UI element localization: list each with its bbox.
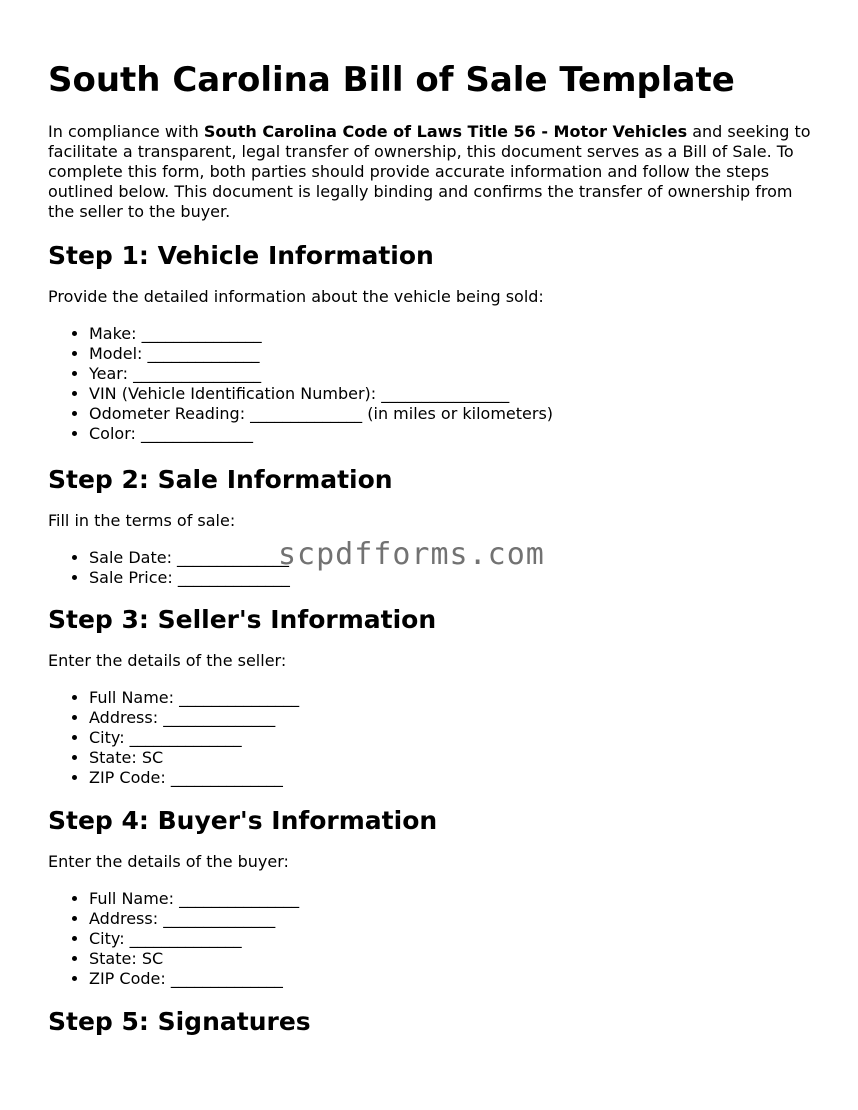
step3-section bbox=[48, 605, 818, 788]
list-item: • Odometer Reading: ______________ (in miles or kilometers) bbox=[89, 404, 818, 424]
list-item: • Make: _______________ bbox=[89, 324, 818, 344]
step5-heading: Step 5: Signatures bbox=[48, 1007, 311, 1036]
step4-section bbox=[48, 806, 818, 989]
step1-list bbox=[48, 324, 818, 444]
list-item: • Sale Price: ______________ bbox=[89, 568, 818, 588]
step2-description: Fill in the terms of sale: bbox=[48, 511, 236, 530]
watermark-text: scpdfforms.com bbox=[278, 537, 545, 572]
step1-section bbox=[48, 241, 818, 444]
list-item: • Full Name: _______________ bbox=[89, 688, 818, 708]
list-item: • ZIP Code: ______________ bbox=[89, 768, 818, 788]
list-item: • Sale Date: ______________ bbox=[89, 548, 818, 568]
list-item: • State: SC bbox=[89, 748, 818, 768]
list-item: • Full Name: _______________ bbox=[89, 889, 818, 909]
list-item: • ZIP Code: ______________ bbox=[89, 969, 818, 989]
list-item: • City: ______________ bbox=[89, 728, 818, 748]
step1-description: Provide the detailed information about the vehicle being sold: bbox=[48, 287, 544, 306]
step4-list bbox=[48, 889, 818, 989]
step4-heading: Step 4: Buyer's Information bbox=[48, 806, 438, 835]
list-item: • Year: ________________ bbox=[89, 364, 818, 384]
page-title: South Carolina Bill of Sale Template bbox=[48, 60, 735, 100]
list-item: • State: SC bbox=[89, 949, 818, 969]
step3-heading: Step 3: Seller's Information bbox=[48, 605, 437, 634]
step3-description: Enter the details of the seller: bbox=[48, 651, 287, 670]
step3-list bbox=[48, 688, 818, 788]
list-item: • Address: ______________ bbox=[89, 909, 818, 929]
list-item: • City: ______________ bbox=[89, 929, 818, 949]
intro-text-after: and seeking to facilitate a transparent, legal transfer of ownership, this document serves as a Bill of Sale. To complete this form, both parties should provide accurate information and follow the steps outlined below. This document is legally binding and confirms the transfer of ownership from the seller to the buyer. bbox=[48, 122, 811, 221]
intro-text-before: In compliance with bbox=[48, 122, 204, 141]
list-item: • Model: ______________ bbox=[89, 344, 818, 364]
step1-heading: Step 1: Vehicle Information bbox=[48, 241, 434, 270]
list-item: • Address: ______________ bbox=[89, 708, 818, 728]
step2-heading: Step 2: Sale Information bbox=[48, 465, 393, 494]
step4-description: Enter the details of the buyer: bbox=[48, 852, 289, 871]
list-item: • VIN (Vehicle Identification Number): ________________ bbox=[89, 384, 818, 404]
list-item: • Color: ______________ bbox=[89, 424, 818, 444]
intro-paragraph bbox=[48, 122, 818, 222]
step5-section bbox=[48, 1007, 818, 1037]
document-page bbox=[48, 0, 818, 1037]
intro-law-reference: South Carolina Code of Laws Title 56 - Motor Vehicles bbox=[203, 122, 688, 141]
